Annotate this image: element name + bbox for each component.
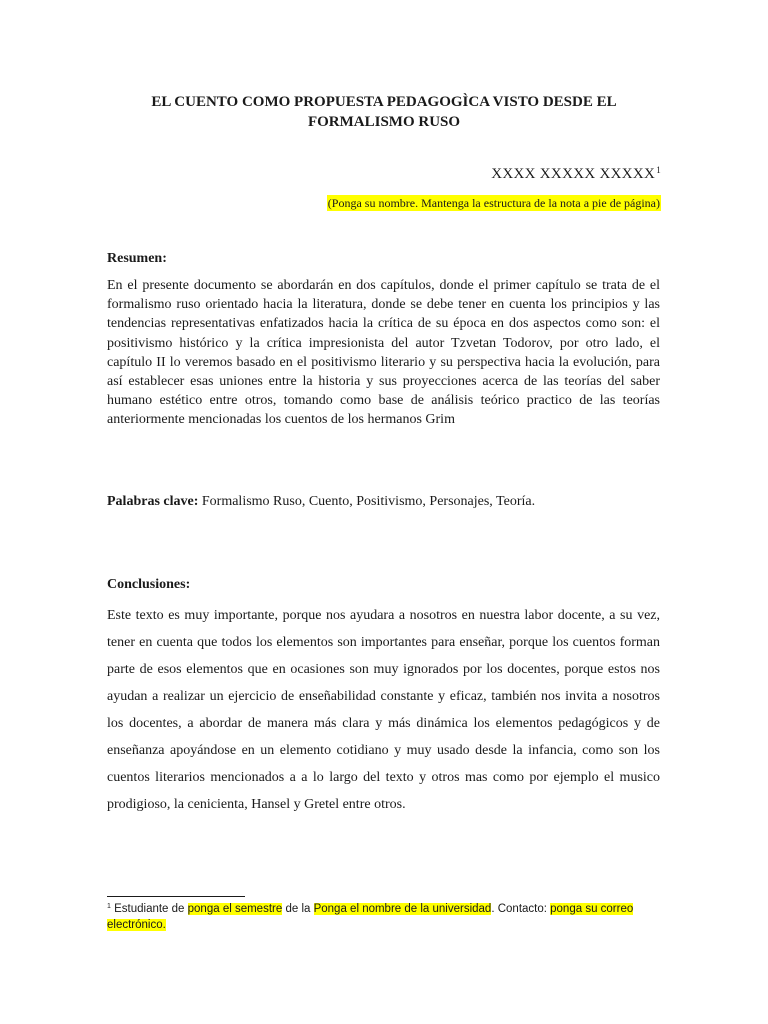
- title-line-1: EL CUENTO COMO PROPUESTA PEDAGOGÌCA VISTO DESDE EL: [151, 94, 617, 110]
- conclusions-heading: Conclusiones:: [107, 577, 191, 592]
- footnote: [107, 901, 647, 933]
- author-instruction-note: (Ponga su nombre. Mantenga la estructura de la nota a pie de página): [327, 196, 660, 210]
- footnote-text-1: Estudiante de: [110, 903, 188, 915]
- footnote-university-placeholder: Ponga el nombre de la universidad: [313, 903, 492, 915]
- footnote-text-3: . Contacto:: [491, 903, 551, 915]
- conclusions-text: Este texto es muy importante, porque nos ayudara a nosotros en nuestra labor docente, a su vez, tener en cuenta que todos los elementos son importantes para enseñar, porque los cuentos forman parte de esos elementos que en ocasiones son muy ignorados por los docentes, porque estos nos ayudan a realizar un ejercicio de enseñabilidad constante y eficaz, también nos invita a nosotros los docentes, a abordar de manera más clara y más dinámica los elementos pedagógicos y de enseñanza apoyándose en un elemento cotidiano y muy usado desde la infancia, como son los cuentos literarios mencionados a a lo largo del texto y otros mas como por ejemplo el musico prodigioso, la cenicienta, Hansel y Gretel entre otros.: [107, 608, 660, 812]
- title-line-2: FORMALISMO RUSO: [307, 114, 461, 130]
- footnote-text-4: .: [162, 919, 166, 931]
- keywords-line: [107, 493, 535, 511]
- author-name-text: XXXX XXXXX XXXXX: [491, 166, 656, 182]
- footnote-email-placeholder: ponga su correo electrónico: [107, 903, 634, 931]
- footnote-separator: [107, 896, 245, 897]
- document-title: [100, 92, 668, 132]
- keywords-text: Formalismo Ruso, Cuento, Positivismo, Personajes, Teoría.: [198, 494, 536, 509]
- author-footnote-mark: 1: [656, 165, 661, 175]
- author-name: [491, 165, 661, 183]
- keywords-label: Palabras clave:: [107, 494, 199, 509]
- footnote-semester-placeholder: ponga el semestre: [187, 903, 283, 915]
- abstract-heading: Resumen:: [107, 251, 167, 266]
- abstract-text: En el presente documento se abordarán en dos capítulos, donde el primer capítulo se trata de el formalismo ruso orientado hacia la literatura, donde se debe tener en cuenta los principios y las tendencias representativas enfatizados hacia la crítica de su época en dos aspectos como son: el positivismo histórico y la crítica impresionista del autor Tzvetan Todorov, por otro lado, el capítulo II lo veremos basado en el positivismo literario y su perspectiva hacia la evolución, para así establecer esas uniones entre la historia y sus proyecciones acerca de las teorías del saber humano estético entre otros, tomando como base de análisis teórico practico de las teorías anteriormente mencionadas los cuentos de los hermanos Grim: [107, 278, 660, 428]
- footnote-mark: 1: [107, 903, 111, 910]
- footnote-text-2: de la: [282, 903, 314, 915]
